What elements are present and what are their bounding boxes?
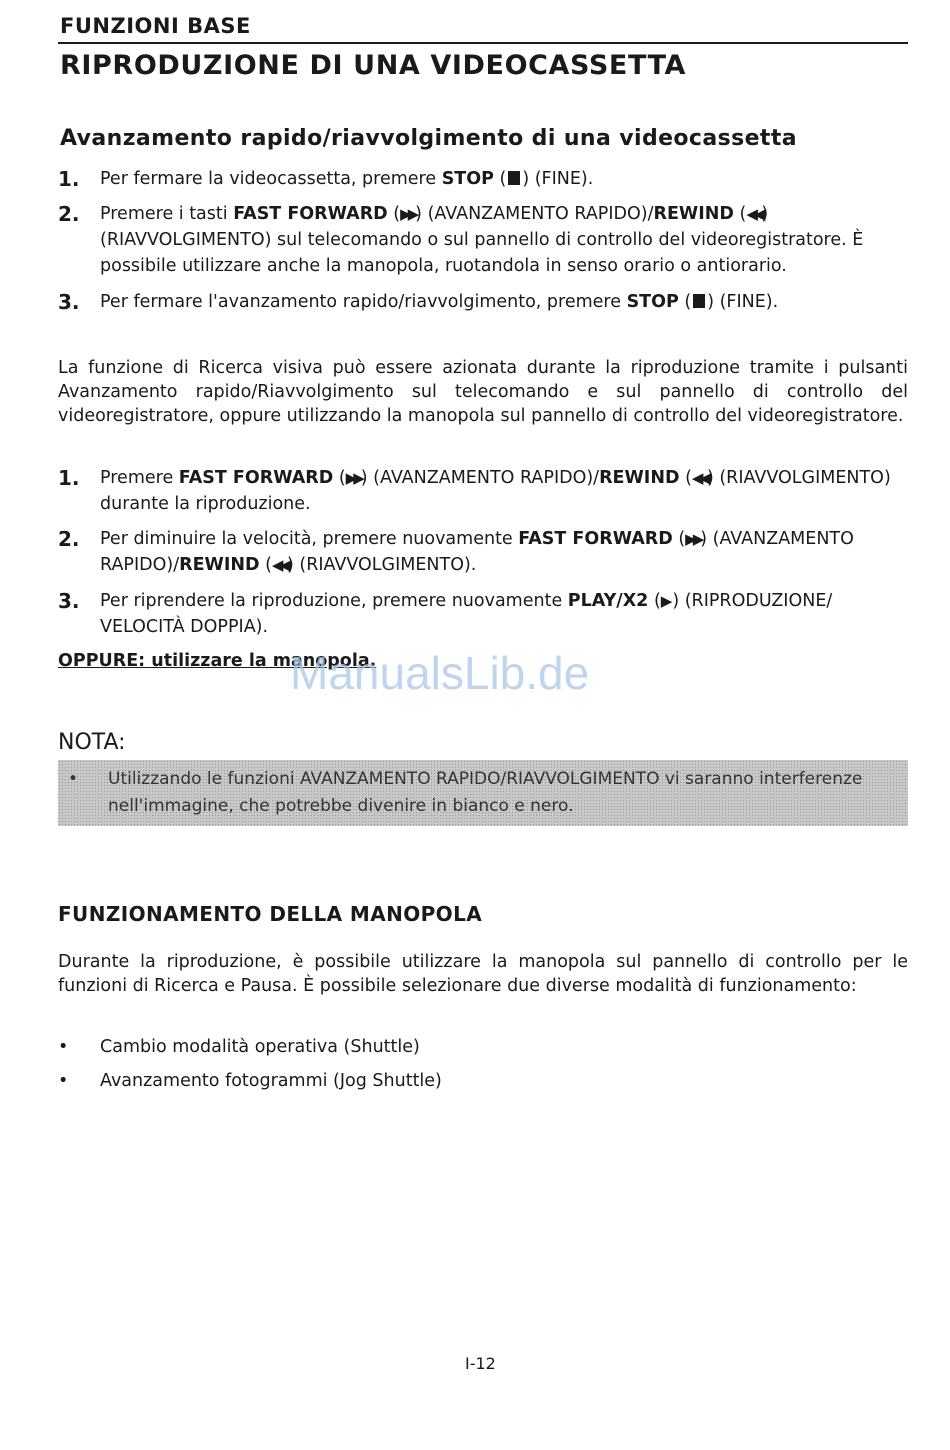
bullet-icon: • bbox=[58, 1037, 69, 1057]
step-text-part: (FINE). bbox=[714, 292, 779, 312]
list-item bbox=[58, 1034, 420, 1060]
rewind-key-label: REWIND bbox=[599, 468, 680, 488]
step-text-part: (AVANZAMENTO RAPIDO)/ bbox=[367, 468, 600, 488]
fast-forward-key-label: FAST FORWARD bbox=[233, 204, 388, 224]
bullet-icon: • bbox=[58, 1071, 69, 1091]
fast-forward-key-label: FAST FORWARD bbox=[518, 529, 673, 549]
dial-heading: FUNZIONAMENTO DELLA MANOPOLA bbox=[58, 902, 483, 926]
step-text-part: Premere i tasti bbox=[100, 204, 234, 224]
ff-step-3 bbox=[58, 289, 908, 315]
oppure-line: OPPURE: utilizzare la manopola. bbox=[58, 651, 377, 671]
step-text: Per riprendere la riproduzione, premere nuovamente PLAY/X2 (▶) (RIPRODUZIONE/ VELOCITÀ DOPPIA). bbox=[100, 588, 908, 640]
fast-forward-key-label: FAST FORWARD bbox=[178, 468, 334, 488]
fast-forward-icon: ▶▶ bbox=[685, 530, 701, 548]
visual-search-intro: La funzione di Ricerca visiva può essere azionata durante la riproduzione tramite i pulsanti Avanzamento rapido/Riavvolgimento sul telecomando e sul pannello di controllo del videoregistratore, oppure utilizzando la manopola sul pannello di controllo del videoregistratore. bbox=[58, 358, 908, 426]
step-number: 3. bbox=[58, 290, 80, 314]
rewind-key-label: REWIND bbox=[179, 555, 260, 575]
step-text-part: (RIAVVOLGIMENTO). bbox=[293, 555, 477, 575]
step-text-part: Per fermare l'avanzamento rapido/riavvolgimento, premere bbox=[100, 292, 627, 312]
list-item bbox=[58, 1068, 442, 1094]
step-text-part: (RIPRODUZIONE/ VELOCITÀ DOPPIA). bbox=[100, 591, 833, 637]
step-number: 2. bbox=[58, 527, 80, 551]
step-text-part: (RIAVVOLGIMENTO) sul telecomando o sul pannello di controllo del videoregistratore. È possibile utilizzare anche la manopola, ruotandola in senso orario o antiorario. bbox=[100, 230, 864, 276]
fast-forward-icon: ▶▶ bbox=[345, 469, 361, 487]
stop-icon bbox=[508, 171, 520, 185]
fast-forward-icon: ▶▶ bbox=[400, 205, 416, 223]
stop-icon bbox=[693, 294, 705, 308]
ff-rewind-heading: Avanzamento rapido/riavvolgimento di una videocassetta bbox=[60, 126, 797, 151]
step-text-part: Premere bbox=[100, 468, 179, 488]
step-number: 3. bbox=[58, 589, 80, 613]
dial-intro: Durante la riproduzione, è possibile utilizzare la manopola sul pannello di controllo per le funzioni di Ricerca e Pausa. È possibile selezionare due diverse modalità di funzionamento: bbox=[58, 952, 908, 996]
stop-key-label: STOP bbox=[441, 169, 494, 189]
page-number: I-12 bbox=[465, 1354, 496, 1373]
step-text-part: Per fermare la videocassetta, premere bbox=[100, 169, 442, 189]
step-text: Per fermare l'avanzamento rapido/riavvolgimento, premere STOP ( ) (FINE). bbox=[100, 292, 779, 312]
step-text: Premere i tasti FAST FORWARD (▶▶) (AVANZAMENTO RAPIDO)/REWIND (◀◀) (RIAVVOLGIMENTO) sul telecomando o sul pannello di controllo del videoregistratore. È possibile utilizzare anche la manopola, ruotandola in senso orario o antiorario. bbox=[100, 201, 908, 279]
play-key-label: PLAY/X2 bbox=[567, 591, 649, 611]
nota-title: NOTA: bbox=[58, 730, 126, 755]
step-number: 2. bbox=[58, 202, 80, 226]
header-rule bbox=[58, 42, 908, 44]
step-number: 1. bbox=[58, 167, 80, 191]
search-step-2 bbox=[58, 526, 908, 578]
step-text-part: (FINE). bbox=[529, 169, 594, 189]
step-text-part: (AVANZAMENTO RAPIDO)/ bbox=[100, 529, 854, 575]
list-item-text: Avanzamento fotogrammi (Jog Shuttle) bbox=[100, 1071, 442, 1091]
rewind-icon: ◀◀ bbox=[271, 556, 287, 574]
list-item-text: Cambio modalità operativa (Shuttle) bbox=[100, 1037, 420, 1057]
section-label: FUNZIONI BASE bbox=[60, 14, 251, 38]
bullet-icon: • bbox=[68, 769, 79, 789]
step-text: Per fermare la videocassetta, premere STOP ( ) (FINE). bbox=[100, 169, 594, 189]
ff-step-1 bbox=[58, 166, 908, 192]
step-text: Per diminuire la velocità, premere nuovamente FAST FORWARD (▶▶) (AVANZAMENTO RAPIDO)/REWIND (◀◀) (RIAVVOLGIMENTO). bbox=[100, 526, 908, 578]
step-text-part: (AVANZAMENTO RAPIDO)/ bbox=[422, 204, 654, 224]
stop-key-label: STOP bbox=[626, 292, 679, 312]
step-number: 1. bbox=[58, 466, 80, 490]
step-text-part: (RIAVVOLGIMENTO) durante la riproduzione. bbox=[100, 468, 891, 514]
ff-step-2 bbox=[58, 201, 908, 279]
rewind-icon: ◀◀ bbox=[746, 205, 762, 223]
rewind-key-label: REWIND bbox=[653, 204, 734, 224]
search-step-3 bbox=[58, 588, 908, 640]
nota-text: Utilizzando le funzioni AVANZAMENTO RAPIDO/RIAVVOLGIMENTO vi saranno interferenze nell'immagine, che potrebbe divenire in bianco e nero. bbox=[108, 769, 863, 816]
step-text-part: Per riprendere la riproduzione, premere nuovamente bbox=[100, 591, 568, 611]
step-text: Premere FAST FORWARD (▶▶) (AVANZAMENTO RAPIDO)/REWIND (◀◀) (RIAVVOLGIMENTO) durante la riproduzione. bbox=[100, 465, 908, 517]
page-title: RIPRODUZIONE DI UNA VIDEOCASSETTA bbox=[60, 50, 687, 81]
step-text-part: Per diminuire la velocità, premere nuovamente bbox=[100, 529, 519, 549]
nota-box bbox=[58, 760, 908, 826]
watermark: ManualsLib.de bbox=[290, 647, 590, 699]
rewind-icon: ◀◀ bbox=[691, 469, 707, 487]
search-step-1 bbox=[58, 465, 908, 517]
play-icon: ▶ bbox=[660, 592, 673, 610]
